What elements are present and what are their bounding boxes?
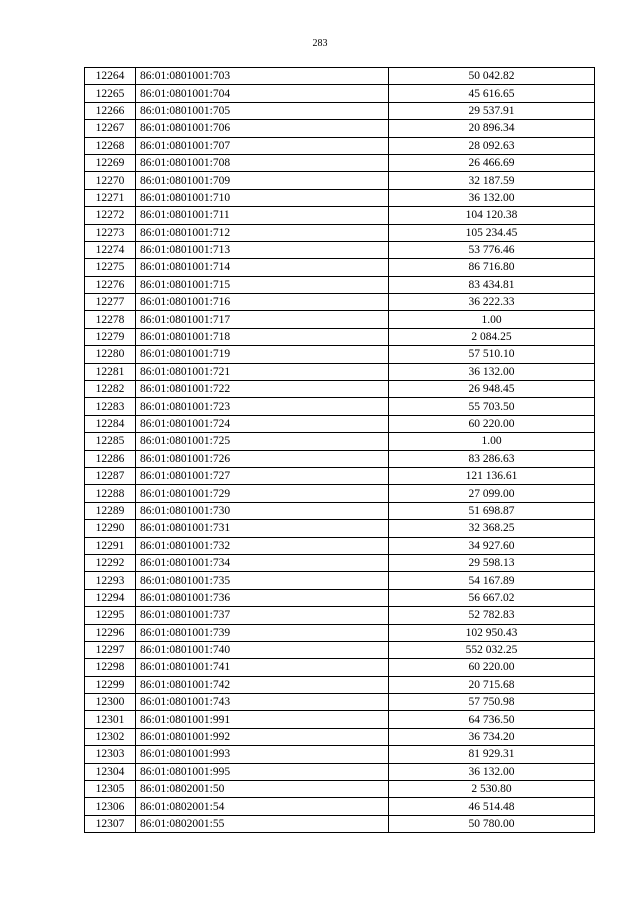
cadastral-number-cell: 86:01:0802001:50 (136, 781, 389, 798)
table-row (85, 694, 595, 711)
cadastral-number-cell: 86:01:0801001:714 (136, 259, 389, 276)
cadastral-number-cell: 86:01:0801001:717 (136, 311, 389, 328)
row-number-cell: 12296 (85, 624, 136, 641)
row-number-cell: 12293 (85, 572, 136, 589)
cadastral-value-cell: 51 698.87 (389, 502, 595, 519)
cadastral-value-cell: 104 120.38 (389, 207, 595, 224)
table-row (85, 537, 595, 554)
row-number-cell: 12272 (85, 207, 136, 224)
table-row (85, 398, 595, 415)
cadastral-value-cell: 20 896.34 (389, 120, 595, 137)
row-number-cell: 12299 (85, 676, 136, 693)
table-row (85, 746, 595, 763)
row-number-cell: 12287 (85, 467, 136, 484)
cadastral-value-cell: 53 776.46 (389, 241, 595, 258)
row-number-cell: 12283 (85, 398, 136, 415)
table-row (85, 259, 595, 276)
cadastral-value-cell: 36 222.33 (389, 294, 595, 311)
cadastral-number-cell: 86:01:0801001:993 (136, 746, 389, 763)
table-row (85, 711, 595, 728)
table-row (85, 485, 595, 502)
table-row (85, 189, 595, 206)
cadastral-number-cell: 86:01:0801001:713 (136, 241, 389, 258)
cadastral-value-cell: 55 703.50 (389, 398, 595, 415)
table-row (85, 415, 595, 432)
table-row (85, 137, 595, 154)
cadastral-value-cell: 64 736.50 (389, 711, 595, 728)
cadastral-value-cell: 28 092.63 (389, 137, 595, 154)
cadastral-value-cell: 26 948.45 (389, 381, 595, 398)
cadastral-value-cell: 32 368.25 (389, 520, 595, 537)
table-row (85, 728, 595, 745)
row-number-cell: 12288 (85, 485, 136, 502)
table-row (85, 311, 595, 328)
cadastral-value-cell: 60 220.00 (389, 659, 595, 676)
cadastral-value-cell: 2 084.25 (389, 328, 595, 345)
table-row (85, 68, 595, 85)
cadastral-number-cell: 86:01:0801001:707 (136, 137, 389, 154)
row-number-cell: 12304 (85, 763, 136, 780)
row-number-cell: 12290 (85, 520, 136, 537)
table-row (85, 781, 595, 798)
cadastral-value-cell: 29 537.91 (389, 102, 595, 119)
cadastral-value-cell: 57 510.10 (389, 346, 595, 363)
cadastral-number-cell: 86:01:0801001:735 (136, 572, 389, 589)
row-number-cell: 12277 (85, 294, 136, 311)
cadastral-value-cell: 36 734.20 (389, 728, 595, 745)
cadastral-number-cell: 86:01:0801001:706 (136, 120, 389, 137)
cadastral-number-cell: 86:01:0801001:734 (136, 554, 389, 571)
cadastral-number-cell: 86:01:0801001:740 (136, 641, 389, 658)
cadastral-number-cell: 86:01:0801001:722 (136, 381, 389, 398)
cadastral-number-cell: 86:01:0801001:991 (136, 711, 389, 728)
cadastral-value-cell: 1.00 (389, 311, 595, 328)
cadastral-number-cell: 86:01:0802001:55 (136, 815, 389, 832)
cadastral-value-cell: 54 167.89 (389, 572, 595, 589)
row-number-cell: 12264 (85, 68, 136, 85)
row-number-cell: 12300 (85, 694, 136, 711)
cadastral-number-cell: 86:01:0801001:715 (136, 276, 389, 293)
table-row (85, 120, 595, 137)
table-row (85, 467, 595, 484)
table-row (85, 224, 595, 241)
row-number-cell: 12266 (85, 102, 136, 119)
table-row (85, 241, 595, 258)
table-row (85, 520, 595, 537)
cadastral-number-cell: 86:01:0801001:737 (136, 607, 389, 624)
cadastral-value-cell: 1.00 (389, 433, 595, 450)
cadastral-value-cell: 105 234.45 (389, 224, 595, 241)
row-number-cell: 12286 (85, 450, 136, 467)
row-number-cell: 12285 (85, 433, 136, 450)
cadastral-number-cell: 86:01:0801001:705 (136, 102, 389, 119)
table-row (85, 328, 595, 345)
table-row (85, 589, 595, 606)
cadastral-number-cell: 86:01:0801001:710 (136, 189, 389, 206)
cadastral-value-cell: 36 132.00 (389, 189, 595, 206)
row-number-cell: 12279 (85, 328, 136, 345)
table-row (85, 276, 595, 293)
row-number-cell: 12273 (85, 224, 136, 241)
table-row (85, 815, 595, 832)
cadastral-number-cell: 86:01:0801001:732 (136, 537, 389, 554)
table-row (85, 346, 595, 363)
row-number-cell: 12306 (85, 798, 136, 815)
table-row (85, 659, 595, 676)
cadastral-value-cell: 52 782.83 (389, 607, 595, 624)
cadastral-value-cell: 32 187.59 (389, 172, 595, 189)
cadastral-value-cell: 26 466.69 (389, 154, 595, 171)
cadastral-value-cell: 34 927.60 (389, 537, 595, 554)
row-number-cell: 12298 (85, 659, 136, 676)
page-number: 283 (312, 38, 328, 49)
cadastral-value-cell: 27 099.00 (389, 485, 595, 502)
table-row (85, 676, 595, 693)
cadastral-value-cell: 29 598.13 (389, 554, 595, 571)
cadastral-value-cell: 83 286.63 (389, 450, 595, 467)
row-number-cell: 12265 (85, 85, 136, 102)
cadastral-number-cell: 86:01:0801001:725 (136, 433, 389, 450)
cadastral-number-cell: 86:01:0801001:719 (136, 346, 389, 363)
cadastral-number-cell: 86:01:0801001:703 (136, 68, 389, 85)
cadastral-number-cell: 86:01:0801001:726 (136, 450, 389, 467)
table-row (85, 554, 595, 571)
cadastral-value-cell: 552 032.25 (389, 641, 595, 658)
row-number-cell: 12281 (85, 363, 136, 380)
cadastral-value-cell: 46 514.48 (389, 798, 595, 815)
cadastral-value-cell: 57 750.98 (389, 694, 595, 711)
cadastral-value-cell: 102 950.43 (389, 624, 595, 641)
cadastral-number-cell: 86:01:0801001:723 (136, 398, 389, 415)
row-number-cell: 12305 (85, 781, 136, 798)
cadastral-number-cell: 86:01:0801001:730 (136, 502, 389, 519)
table-row (85, 172, 595, 189)
table-row (85, 450, 595, 467)
cadastral-number-cell: 86:01:0801001:716 (136, 294, 389, 311)
row-number-cell: 12267 (85, 120, 136, 137)
row-number-cell: 12297 (85, 641, 136, 658)
table-row (85, 798, 595, 815)
cadastral-number-cell: 86:01:0801001:992 (136, 728, 389, 745)
cadastral-value-cell: 83 434.81 (389, 276, 595, 293)
row-number-cell: 12269 (85, 154, 136, 171)
cadastral-value-cell: 86 716.80 (389, 259, 595, 276)
table-row (85, 641, 595, 658)
row-number-cell: 12275 (85, 259, 136, 276)
row-number-cell: 12268 (85, 137, 136, 154)
cadastral-number-cell: 86:01:0801001:729 (136, 485, 389, 502)
cadastral-number-cell: 86:01:0801001:712 (136, 224, 389, 241)
cadastral-number-cell: 86:01:0801001:731 (136, 520, 389, 537)
cadastral-value-cell: 121 136.61 (389, 467, 595, 484)
table-row (85, 381, 595, 398)
row-number-cell: 12307 (85, 815, 136, 832)
cadastral-value-cell: 45 616.65 (389, 85, 595, 102)
row-number-cell: 12302 (85, 728, 136, 745)
cadastral-value-cell: 36 132.00 (389, 363, 595, 380)
cadastral-number-cell: 86:01:0801001:742 (136, 676, 389, 693)
cadastral-number-cell: 86:01:0801001:739 (136, 624, 389, 641)
table-row (85, 102, 595, 119)
cadastral-number-cell: 86:01:0801001:704 (136, 85, 389, 102)
cadastral-number-cell: 86:01:0801001:741 (136, 659, 389, 676)
cadastral-value-cell: 60 220.00 (389, 415, 595, 432)
table-row (85, 763, 595, 780)
cadastral-value-cell: 81 929.31 (389, 746, 595, 763)
row-number-cell: 12292 (85, 554, 136, 571)
table-row (85, 433, 595, 450)
cadastral-number-cell: 86:01:0801001:711 (136, 207, 389, 224)
row-number-cell: 12276 (85, 276, 136, 293)
cadastral-number-cell: 86:01:0801001:721 (136, 363, 389, 380)
cadastral-number-cell: 86:01:0801001:727 (136, 467, 389, 484)
row-number-cell: 12295 (85, 607, 136, 624)
row-number-cell: 12291 (85, 537, 136, 554)
cadastral-number-cell: 86:01:0801001:736 (136, 589, 389, 606)
cadastral-value-cell: 36 132.00 (389, 763, 595, 780)
row-number-cell: 12282 (85, 381, 136, 398)
cadastral-value-table (84, 67, 595, 833)
cadastral-number-cell: 86:01:0802001:54 (136, 798, 389, 815)
cadastral-value-cell: 56 667.02 (389, 589, 595, 606)
row-number-cell: 12271 (85, 189, 136, 206)
cadastral-number-cell: 86:01:0801001:718 (136, 328, 389, 345)
cadastral-number-cell: 86:01:0801001:709 (136, 172, 389, 189)
row-number-cell: 12278 (85, 311, 136, 328)
table-row (85, 363, 595, 380)
cadastral-number-cell: 86:01:0801001:743 (136, 694, 389, 711)
table-row (85, 294, 595, 311)
table-row (85, 85, 595, 102)
row-number-cell: 12284 (85, 415, 136, 432)
table-row (85, 207, 595, 224)
cadastral-number-cell: 86:01:0801001:708 (136, 154, 389, 171)
cadastral-value-cell: 2 530.80 (389, 781, 595, 798)
row-number-cell: 12294 (85, 589, 136, 606)
row-number-cell: 12280 (85, 346, 136, 363)
table-row (85, 572, 595, 589)
row-number-cell: 12303 (85, 746, 136, 763)
table-row (85, 624, 595, 641)
cadastral-value-cell: 20 715.68 (389, 676, 595, 693)
cadastral-value-cell: 50 042.82 (389, 68, 595, 85)
table-body (85, 68, 595, 833)
cadastral-value-cell: 50 780.00 (389, 815, 595, 832)
cadastral-number-cell: 86:01:0801001:724 (136, 415, 389, 432)
row-number-cell: 12270 (85, 172, 136, 189)
table-row (85, 154, 595, 171)
row-number-cell: 12301 (85, 711, 136, 728)
table-row (85, 607, 595, 624)
row-number-cell: 12289 (85, 502, 136, 519)
row-number-cell: 12274 (85, 241, 136, 258)
table-row (85, 502, 595, 519)
cadastral-number-cell: 86:01:0801001:995 (136, 763, 389, 780)
